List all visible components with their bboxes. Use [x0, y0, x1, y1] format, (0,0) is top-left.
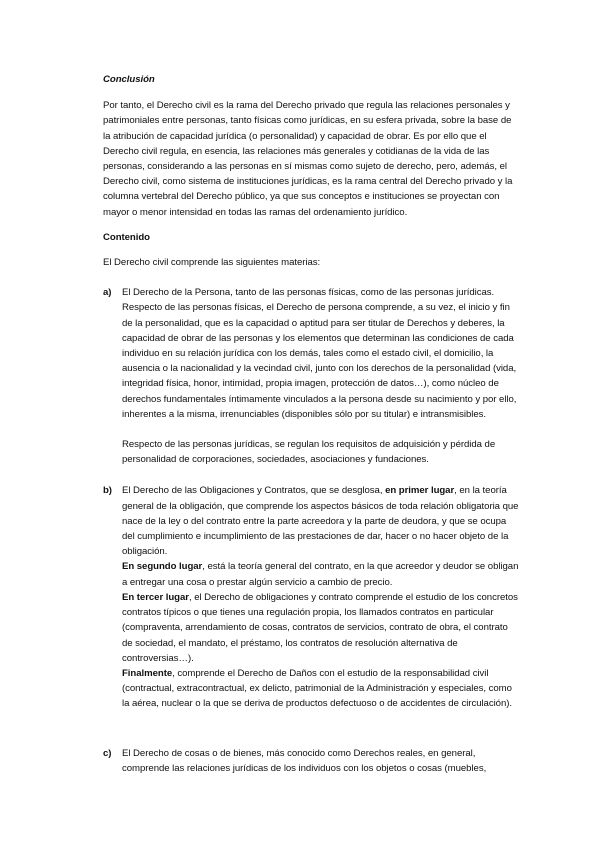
document-page: [103, 72, 519, 776]
list-item-a: [103, 285, 519, 467]
list-item-b: [103, 483, 519, 711]
item-c-paragraph: El Derecho de cosas o de bienes, más conocido como Derechos reales, en general, comprende las relaciones jurídicas de los individuos con los objetos o cosas (muebles,: [122, 747, 487, 774]
item-b-line-2-post: , está la teoría general del contrato, en la que acreedor y deudor se obligan a entregar una cosa o prestar algún servicio a cambio de precio.: [122, 561, 519, 588]
item-b-line-1-bold: en primer lugar: [385, 485, 455, 497]
item-a-paragraph-1: El Derecho de la Persona, tanto de las personas físicas, como de las personas jurídicas. Respecto de las personas físicas, el Derecho de persona comprende, a su vez, el inicio y fin de la personalidad, que es la capacidad o aptitud para ser titular de Derechos y deberes, la capacidad de obrar de las personas y los elementos que determinan las condiciones de cada individuo en su relación jurídica con los demás, tales como el estado civil, el domicilio, la ausencia o la nacionalidad y la vecindad civil, junto con los derechos de la personalidad (vida, integridad física, honor, intimidad, propia imagen, protección de datos…), como núcleo de derechos fundamentales íntimamente vinculados a la persona desde su nacimiento y por ello, inherentes a la misma, irrenunciables (disponibles sólo por su titular) e intransmisibles.: [122, 287, 517, 420]
item-b-line-4-post: , comprende el Derecho de Daños con el estudio de la responsabilidad civil (contractual, extracontractual, ex delicto, patrimonial de la Administración y especiales, como la aérea, nuclear o la que se deriva de productos defectuoso o de accidentes de circulación).: [122, 667, 513, 710]
item-b-line-3: [122, 590, 519, 666]
list-marker-c: c): [103, 747, 112, 759]
conclusion-paragraph: Por tanto, el Derecho civil es la rama del Derecho privado que regula las relaciones personales y patrimoniales entre personas, tanto físicas como jurídicas, en su esfera privada, sobre la base de la atribución de capacidad jurídica (o personalidad) y capacidad de obrar. Es por ello que el Derecho civil regula, en esencia, las relaciones más generales y cotidianas de la vida de las personas, considerando a las personas en sí mismas como sujeto de derecho, pero, además, el Derecho civil, como sistema de instituciones jurídicas, es la rama central del Derecho privado y la columna vertebral del Derecho público, ya que sus conceptos e instituciones se proyectan con mayor o menor intensidad en todas las ramas del ordenamiento jurídico.: [103, 100, 513, 218]
contenido-intro: El Derecho civil comprende las siguientes materias:: [103, 257, 321, 269]
item-b-line-2: [122, 559, 519, 589]
item-a-paragraph-2: Respecto de las personas jurídicas, se regulan los requisitos de adquisición y pérdida de personalidad de corporaciones, sociedades, asociaciones y fundaciones.: [122, 439, 496, 466]
list-marker-a: a): [103, 287, 112, 299]
item-b-line-3-bold: En tercer lugar: [122, 591, 189, 603]
conclusion-heading: Conclusión: [103, 74, 155, 85]
item-b-line-1-pre: El Derecho de las Obligaciones y Contratos, que se desglosa,: [122, 485, 386, 497]
list-marker-b: b): [103, 485, 112, 497]
item-b-line-4-bold: Finalmente: [122, 667, 173, 679]
contenido-heading: Contenido: [103, 231, 150, 243]
item-b-line-3-post: , el Derecho de obligaciones y contrato comprende el estudio de los concretos contratos típicos o que tienes una regulación propia, los llamados contratos en particular (compraventa, arrendamiento de cosas, contratos de servicios, contrato de obra, el contrato de sociedad, el mandato, el préstamo, los contratos de resolución alternativa de controversias…).: [122, 591, 518, 664]
item-b-line-1-post: , en la teoría general de la obligación, que comprende los aspectos básicos de toda relación obligatoria que nace de la ley o del contrato entre la parte acreedora y la parte de deudora, y que se ocupa del cumplimiento e incumplimiento de las prestaciones de dar, hacer o no hacer objeto de la obligación.: [122, 485, 519, 558]
list-item-c: [103, 746, 519, 776]
item-b-line-2-bold: En segundo lugar: [122, 561, 203, 573]
item-b-line-4: [122, 666, 519, 712]
item-b-line-1: [122, 483, 519, 559]
